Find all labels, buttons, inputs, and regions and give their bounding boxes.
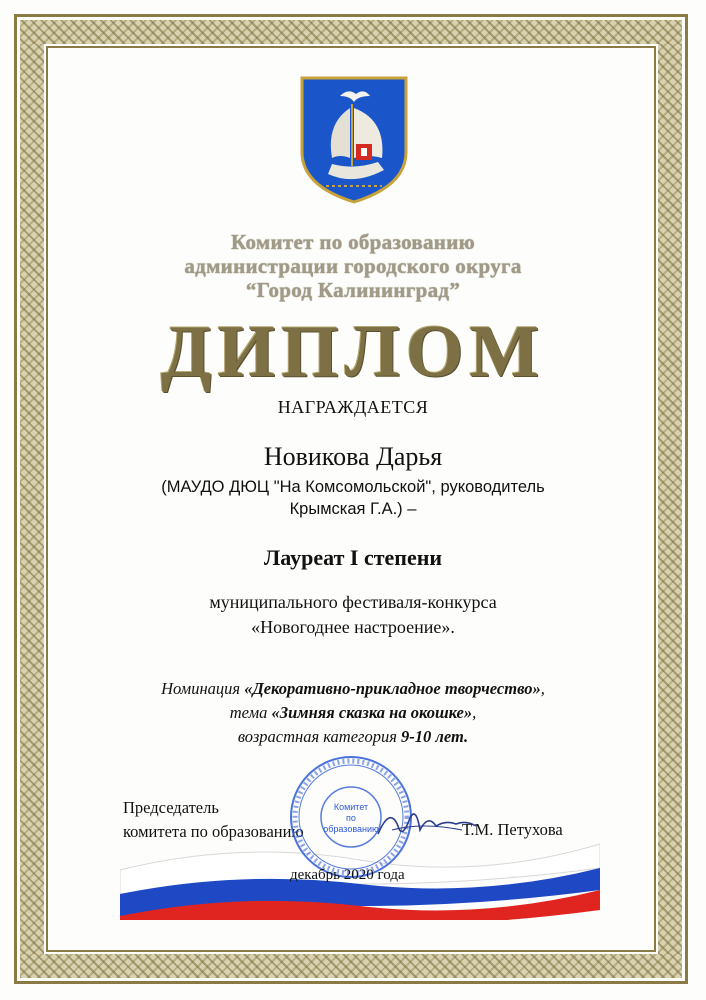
committee-line: Комитет по образованию xyxy=(231,230,475,254)
festival-line: муниципального фестиваля-конкурса xyxy=(209,592,497,612)
org-line: (МАУДО ДЮЦ "На Комсомольской", руководитель xyxy=(161,478,545,496)
stamp-text-1: Комитет xyxy=(333,802,369,812)
age-prefix: возрастная категория xyxy=(237,727,402,746)
signatory-name: Т.М. Петухова xyxy=(462,820,563,839)
theme-line xyxy=(60,701,646,725)
festival-name xyxy=(60,590,646,640)
nomination-block xyxy=(60,677,646,749)
theme-name: «Зимняя сказка на окошке» xyxy=(271,703,473,722)
position-line: Председатель xyxy=(123,798,219,817)
position-line: комитета по образованию xyxy=(123,822,304,841)
separator: , xyxy=(540,679,545,698)
nomination-line xyxy=(60,677,646,701)
festival-line: «Новогоднее настроение». xyxy=(251,617,455,637)
nomination-prefix: Номинация xyxy=(161,679,245,698)
stamp-text-2: по xyxy=(346,813,356,823)
document-title: ДИПЛОМ xyxy=(160,311,546,393)
awarded-label: НАГРАЖДАЕТСЯ xyxy=(277,397,429,417)
award-degree: Лауреат I степени xyxy=(263,545,443,570)
theme-prefix: тема xyxy=(229,703,272,722)
nomination-name: «Декоративно-прикладное творчество» xyxy=(244,679,541,698)
kaliningrad-coat-of-arms xyxy=(298,74,410,206)
age-value: 9-10 лет. xyxy=(401,727,469,746)
recipient-organization xyxy=(60,476,646,520)
issuer-committee xyxy=(60,230,646,302)
recipient-name: Новикова Дарья xyxy=(263,442,443,471)
signatory-position xyxy=(123,796,304,844)
age-line xyxy=(60,725,646,749)
org-line: Крымская Г.А.) – xyxy=(289,500,417,518)
committee-line: “Город Калининград” xyxy=(245,278,461,302)
stamp-text-3: образованию xyxy=(323,824,379,834)
issue-date: декабрь 2020 года xyxy=(290,867,405,883)
committee-line: администрации городского округа xyxy=(184,254,522,278)
separator: , xyxy=(472,703,477,722)
